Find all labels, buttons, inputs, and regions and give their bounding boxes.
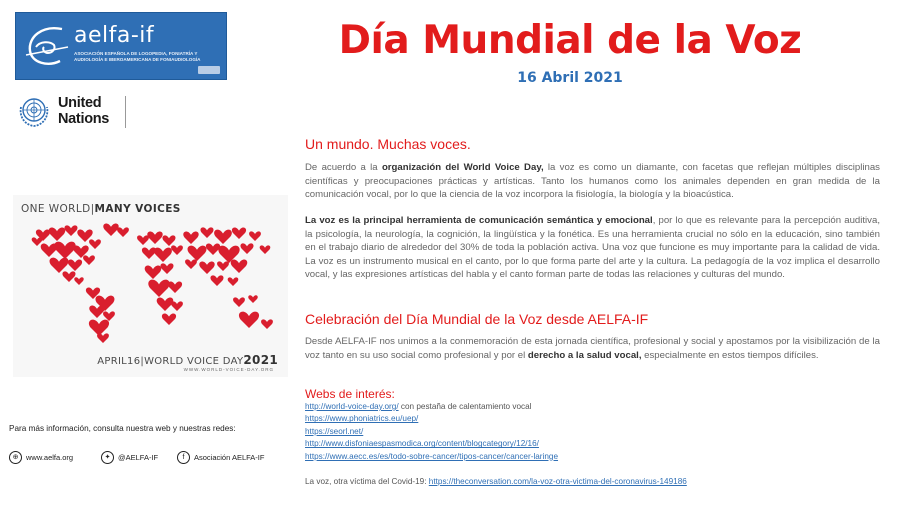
website-link[interactable] xyxy=(9,451,73,464)
un-line2: Nations xyxy=(58,111,110,127)
aelfa-badge xyxy=(198,66,220,74)
aelfa-logo xyxy=(15,12,227,80)
world-voice-day-poster xyxy=(13,195,288,377)
twitter-label: @AELFA-IF xyxy=(118,453,159,462)
link-seorl[interactable]: https://seorl.net/ xyxy=(305,426,364,436)
list-item: http://world-voice-day.org/ con pestaña de calentamiento vocal xyxy=(305,402,532,411)
link-aecc[interactable]: https://www.aecc.es/es/todo-sobre-cancer/tipos-cancer/cancer-laringe xyxy=(305,451,559,461)
un-line1: United xyxy=(58,95,102,111)
section2-heading: Celebración del Día Mundial de la Voz desde AELFA-IF xyxy=(305,311,649,327)
website-label: www.aelfa.org xyxy=(26,453,74,462)
link-disfonia[interactable]: http://www.disfoniaespasmodica.org/content/blogcategory/12/16/ xyxy=(305,439,539,449)
section1-heading: Un mundo. Muchas voces. xyxy=(305,136,471,152)
section2-paragraph: Desde AELFA-IF nos unimos a la conmemoración de esta jornada científica, profesional y social y apostamos por la visibilización de la voz tanto en su uso social como profesional y por el derecho a la salud vocal, especialmente en estos tiempos difíciles. xyxy=(305,336,880,361)
aelfa-subtitle: ASOCIACIÓN ESPAÑOLA DE LOGOPEDIA, FONIATRÍA Y AUDIOLOGÍA E IBEROAMERICANA DE FONIAUDIOLOGÍA xyxy=(74,51,201,62)
aelfa-name: aelfa-if xyxy=(74,23,155,48)
section1-paragraph1: De acuerdo a la organización del World Voice Day, la voz es como un diamante, con facetas que reflejan múltiples disciplinas científicas y preocupaciones prácticas y artísticas. Tanto los humanos como los animales dependen en gran medida de la comunicación vocal, por lo que la ciencia de la voz incorpora la fisiología, la biología y la bioacústica. xyxy=(305,162,880,201)
link-world-voice-day[interactable]: http://world-voice-day.org/ xyxy=(305,402,399,411)
poster-url: WWW.WORLD-VOICE-DAY.ORG xyxy=(183,367,274,372)
page-date: 16 Abril 2021 xyxy=(517,70,623,86)
facebook-link[interactable] xyxy=(177,451,264,464)
un-divider xyxy=(125,96,126,128)
twitter-link[interactable] xyxy=(101,451,158,464)
link-phoniatrics[interactable]: https://www.phoniatrics.eu/uep/ xyxy=(305,414,419,424)
facebook-icon: f xyxy=(177,451,190,464)
link-theconversation[interactable]: https://theconversation.com/la-voz-otra-victima-del-coronavirus-149186 xyxy=(428,477,687,486)
globe-icon: ⊕ xyxy=(9,451,22,464)
poster-top-text: ONE WORLD|MANY VOICES xyxy=(21,203,181,215)
more-info-text: Para más información, consulta nuestra web y nuestras redes: xyxy=(9,424,236,433)
webs-list xyxy=(305,401,885,463)
list-item xyxy=(305,426,885,438)
heart-world-map xyxy=(13,217,288,351)
un-logo xyxy=(17,95,129,129)
webs-heading: Webs de interés: xyxy=(305,387,395,401)
twitter-icon: ✦ xyxy=(101,451,114,464)
un-emblem-icon xyxy=(17,95,51,129)
section1-paragraph2: La voz es la principal herramienta de comunicación semántica y emocional, por lo que es relevante para la percepción auditiva, la psicología, la neurología, la cognición, la lingüística y la fonética. Es una herramienta crucial no sólo en la educación, sino también en el trabajo diario de alrededor del 30% de toda la población activa. Una voz que funcione es muy importante para la calidad de vida. La voz es un instrumento musical en el canto, por lo que forma parte del arte y la cultura. La pedagogía de la voz implica el desarrollo vocal, y las expresiones artísticas del habla y el canto forman parte de todas las relaciones y culturas del mundo. xyxy=(305,215,880,281)
poster-bottom-text: APRIL16|WORLD VOICE DAY2021 xyxy=(97,353,278,367)
covid-line: La voz, otra víctima del Covid-19: https://theconversation.com/la-voz-otra-victima-del-coronavirus-149186 xyxy=(305,477,687,486)
aelfa-emblem-icon xyxy=(22,21,72,71)
page-title: Día Mundial de la Voz xyxy=(338,18,802,63)
facebook-label: Asociación AELFA-IF xyxy=(194,453,265,462)
list-item xyxy=(305,438,885,450)
list-item xyxy=(305,451,885,463)
list-item xyxy=(305,413,885,425)
